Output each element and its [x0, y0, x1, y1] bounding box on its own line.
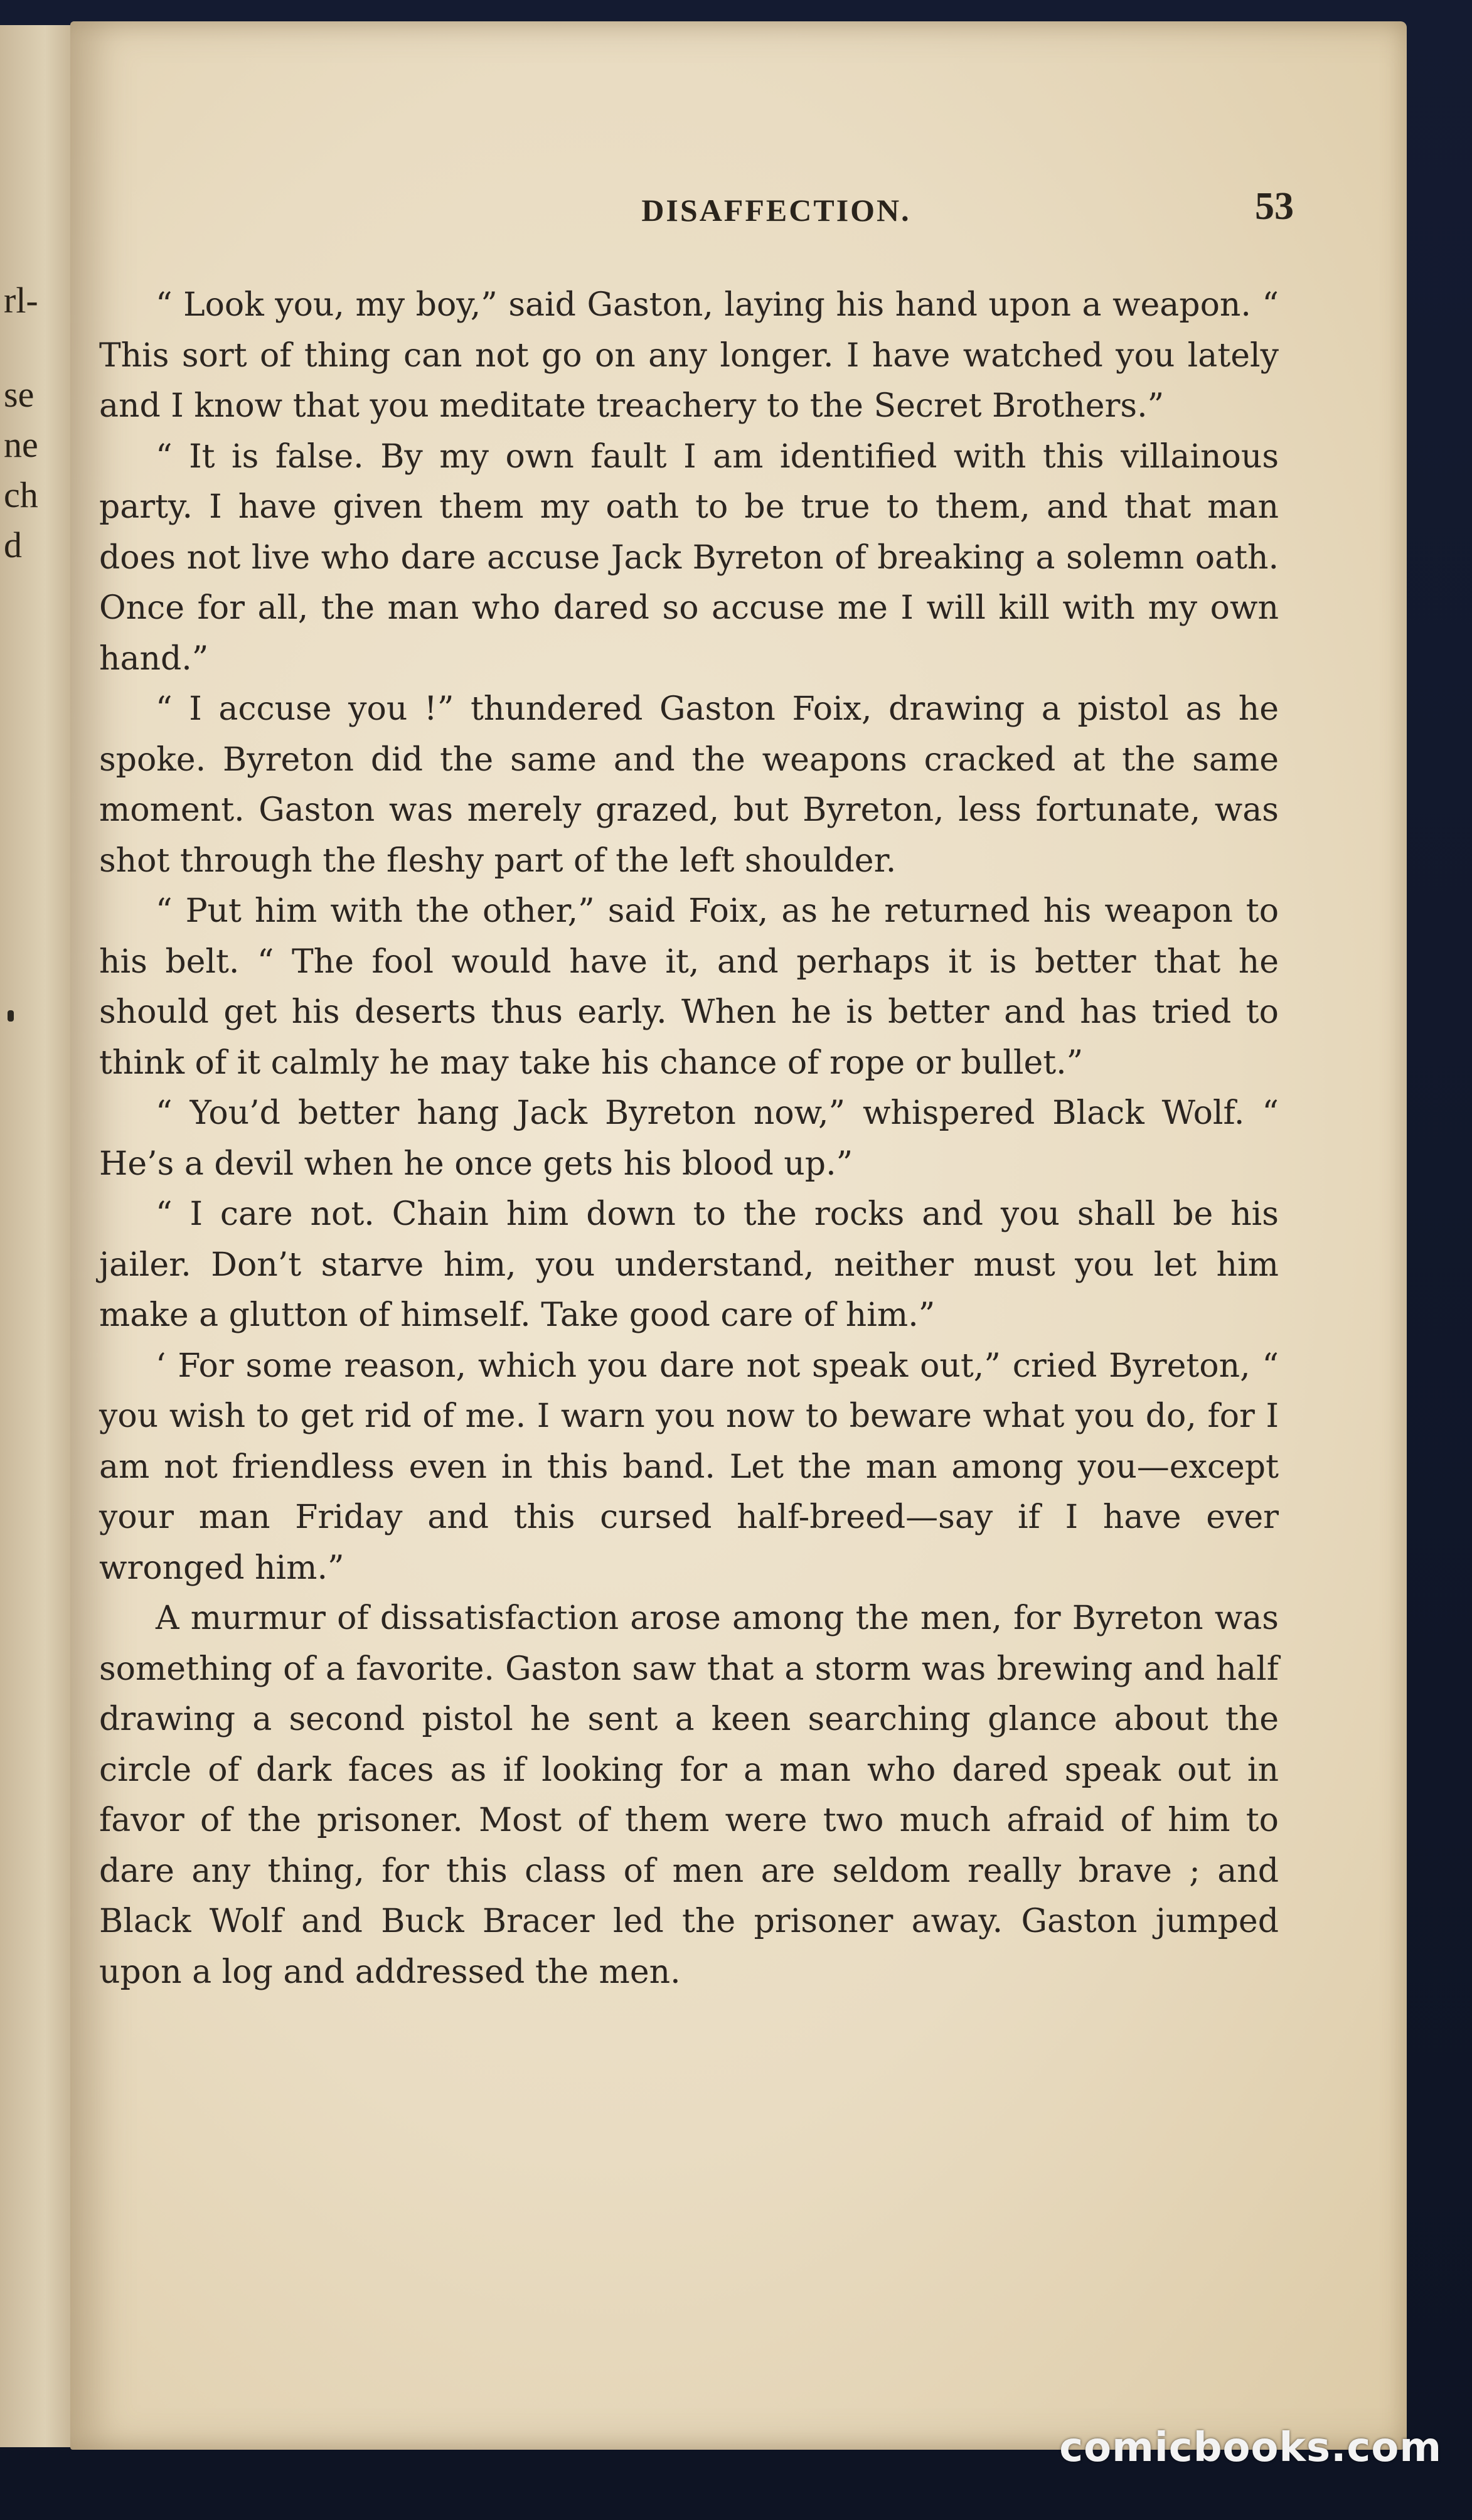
left-page-fragment: se	[4, 374, 35, 415]
left-page-fragment: d	[4, 525, 22, 565]
paragraph: “ Put him with the other,” said Foix, as he returned his weapon to his belt. “ The fool would have it, and perhaps it is better that he should get his deserts thus early. When he is better and has tried to think of it calmly he may take his chance of rope or bullet.”	[99, 892, 1279, 1082]
running-head: DISAFFECTION.	[641, 193, 911, 228]
paragraph: “ I accuse you !” thundered Gaston Foix, drawing a pistol as he spoke. Byreton did the same and the weapons cracked at the same moment. Gaston was merely grazed, but Byreton, less fortunate, was shot through the fleshy part of the left shoulder.	[99, 690, 1279, 880]
page-number: 53	[1255, 185, 1294, 228]
ink-mark	[8, 1010, 14, 1022]
paragraph: “ Look you, my boy,” said Gaston, laying his hand upon a weapon. “ This sort of thing can not go on any longer. I have watched you lately and I know that you meditate treachery to the Secret Brothers.”	[99, 286, 1279, 425]
previous-page-edge	[0, 25, 77, 2447]
paragraph: ‘ For some reason, which you dare not speak out,” cried Byreton, “ you wish to get rid of me. I warn you now to beware what you do, for I am not friendless even in this band. Let the man among you—except your man Friday and this cursed half-breed—say if I have ever wronged him.”	[99, 1347, 1279, 1587]
site-watermark: comicbooks.com	[1059, 2425, 1442, 2471]
paragraph: A murmur of dissatisfaction arose among the men, for Byreton was something of a favorite. Gaston saw that a storm was brewing and half drawing a second pistol he sent a keen searching glance about the circle of dark faces as if looking for a man who dared speak out in favor of the prisoner. Most of them were two much afraid of him to dare any thing, for this class of men are seldom really brave ; and Black Wolf and Buck Bracer led the prisoner away. Gaston jumped upon a log and addressed the men.	[99, 1599, 1279, 1991]
paragraph: “ I care not. Chain him down to the rocks and you shall be his jailer. Don’t starve him, you understand, neither must you let him make a glutton of himself. Take good care of him.”	[99, 1195, 1279, 1334]
left-page-fragment: rl-	[4, 280, 38, 321]
left-page-fragment: ch	[4, 474, 38, 515]
paragraph: “ You’d better hang Jack Byreton now,” whispered Black Wolf. “ He’s a devil when he once gets his blood up.”	[99, 1094, 1279, 1183]
book-page	[70, 21, 1407, 2450]
body-text	[99, 280, 1279, 1997]
paragraph: “ It is false. By my own fault I am identified with this villainous party. I have given them my oath to be true to them, and that man does not live who dare accuse Jack Byreton of breaking a solemn oath. Once for all, the man who dared so accuse me I will kill with my own hand.”	[99, 437, 1279, 678]
left-page-fragment: ne	[4, 424, 38, 465]
